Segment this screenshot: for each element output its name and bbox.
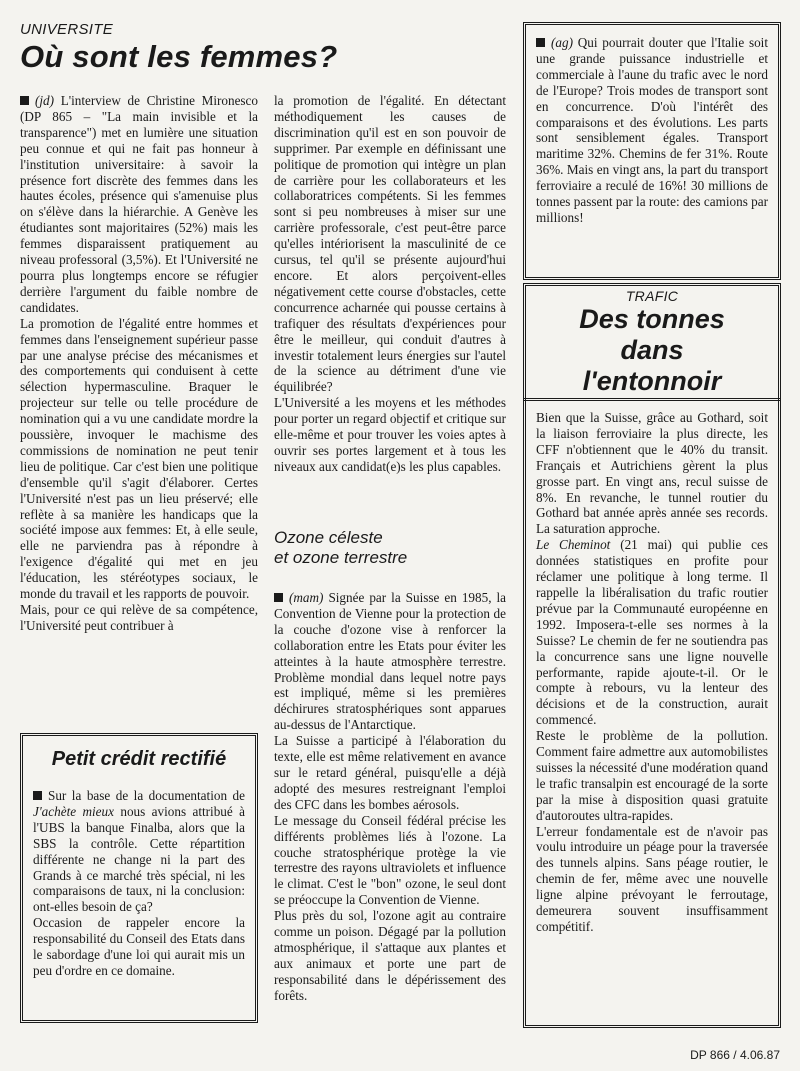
trafic-box bbox=[523, 283, 781, 1028]
paragraph-text: nous avions attribué à l'UBS la banque Finalba, alors que la SBS la contrôle. Cette répartition différente ne change ni la part des Grands à ce marché très spécial, ni les comparaisons de taux, ni la conclusion: ont-elles besoin de ça? bbox=[33, 803, 245, 915]
trafic-title-line: dans bbox=[620, 335, 684, 365]
trafic-title-line: l'entonnoir bbox=[582, 366, 722, 396]
article-paragraph: L'Université a les moyens et les méthodes pour porter un regard objectif et critique sur elle-même et pour trouver les voies aptes à ouvrir ses portes largement et à tous les niveaux aux candidat(e)s les plus capables. bbox=[274, 395, 506, 474]
paragraph-text: Sur la base de la documentation de bbox=[48, 788, 245, 803]
article-paragraph: Mais, pour ce qui relève de sa compétence, l'Université peut contribuer à bbox=[20, 602, 258, 633]
issue-footer: DP 866 / 4.06.87 bbox=[690, 1048, 780, 1062]
article-paragraph: La Suisse a participé à l'élaboration du texte, elle est même relativement en avance sur le retard général, puisqu'elle a déjà adopté des mesures restreignant l'emploi des CFC dans les bombes aérosols. bbox=[274, 733, 506, 812]
publication-name: J'achète mieux bbox=[33, 803, 114, 819]
ozone-title bbox=[274, 528, 407, 568]
trafic-body bbox=[536, 410, 768, 935]
article-paragraph: la promotion de l'égalité. En détectant méthodiquement les causes de discrimination qu'il est en son pouvoir de supprimer. Par exemple en définissant une politique de promotion qui intègre un plan de carrière pour les collaborateurs et les collaboratrices compétents. Si les femmes sont si peu nombreuses à miser sur une carrière professorale, c'est peut-être parce qu'elles intériorisent la masculinité de ce cursus, tel qu'il se présente aujourd'hui encore. Et alors perçoivent-elles négativement cette course d'obstacles, cette concurrence acharnée qui pousse certains à trafiquer des résultats d'expériences pour être le meilleur, qui conduit d'autres à investir totalement leurs énergies sur l'autel de la science au détriment d'une vie équilibrée? bbox=[274, 93, 506, 395]
author-initials: (mam) bbox=[289, 590, 324, 605]
credit-box-body bbox=[33, 788, 245, 979]
trafic-divider bbox=[524, 398, 780, 401]
trafic-title bbox=[526, 304, 778, 397]
credit-box-title: Petit crédit rectifié bbox=[51, 748, 227, 770]
author-initials: (jd) bbox=[35, 93, 55, 108]
paragraph-text: Qui pourrait douter que l'Italie soit une grande puissance industrielle et commerciale à l'aune du trafic avec le nord de l'Europe? Trois modes de transport sont en concurrence. D'où l'intérêt des comparaisons et des évolutions. Les parts sont sensiblement égales. Transport maritime 32%. Chemins de fer 31%. Route 36%. Mais en vingt ans, la part du transport ferroviaire a reculé de 16%! 30 millions de tonnes passent par la route: des camions par millions! bbox=[536, 35, 768, 225]
article-paragraph: Bien que la Suisse, grâce au Gothard, soit la liaison ferroviaire la plus directe, les CFF n'obtiennent que le 40% du transit. Français et Autrichiens gèrent la plus grosse part. En vingt ans, recul suisse de 8%. En revanche, le tunnel routier du Gothard bat année après année ses records. La saturation approche. bbox=[536, 410, 768, 537]
paragraph-text: L'interview de Christine Mironesco (DP 865 – "La main invisible et la transparence") met en lumière une situation peu connue et qui ne fait pas honneur à l'institution universitaire: à savoir la présence fort discrète des femmes dans les hautes écoles, présence qui s'amenuise plus on s'élève dans la hiérarchie. A Genève les étudiantes sont majoritaires (52%) mais les femmes disparaissent pratiquement au niveau professoral (3,5%). Et l'Université ne pourra plus longtemps encore se réfugier derrière l'argument du faible nombre de candidates. bbox=[20, 93, 259, 315]
article-paragraph bbox=[20, 93, 258, 316]
paragraph-text: Signée par la Suisse en 1985, la Convention de Vienne pour la protection de la couche d'ozone vise à renforcer la collaboration entre les Etats pour éviter les atteintes à la haute atmosphère terrestre. Problème mondial dans lequel notre pays est impliqué, même si les premières déchirures stratosphériques sont apparues au-dessus de l'Antarctique. bbox=[274, 590, 507, 733]
italy-paragraph bbox=[536, 35, 768, 226]
ozone-title-line: et ozone terrestre bbox=[274, 548, 408, 567]
credit-box bbox=[20, 733, 258, 1023]
italy-box-body bbox=[536, 35, 768, 226]
article-paragraph: L'erreur fondamentale est de n'avoir pas voulu introduire un péage pour la traversée des tunnels alpins. Sans péage routier, le chemin de fer, même avec une nouvelle ligne alpine prévoyant le ferroutage, demeurera souvent insuffisamment compétitif. bbox=[536, 823, 768, 934]
article-paragraph bbox=[274, 590, 506, 733]
bullet-icon bbox=[20, 96, 29, 105]
section-kicker: UNIVERSITE bbox=[20, 21, 114, 38]
credit-paragraph: Occasion de rappeler encore la responsabilité du Conseil des Etats dans le sabordage d'une loi qui aurait mis un peu d'ordre en ce domaine. bbox=[33, 915, 245, 978]
article-column-1 bbox=[20, 93, 258, 634]
article-title: Où sont les femmes? bbox=[20, 39, 338, 74]
paragraph-text: (21 mai) qui publie ces données statistiques en profite pour réclamer une politique à long terme. Il rappelle la libéralisation du trafic routier prévue par la Communauté européenne en 1992. Imposera-t-elle ses normes à la Suisse? Le chemin de fer ne soutiendra pas la concurrence sans une ligne nouvelle performante, rapide ajoute-t-il. Or le compte à rebours, vu la lenteur des décisions et de la construction, aurait commencé. bbox=[536, 537, 768, 728]
bullet-icon bbox=[33, 791, 42, 800]
credit-paragraph bbox=[33, 788, 245, 915]
article-paragraph bbox=[536, 537, 768, 728]
ozone-article bbox=[274, 590, 506, 1004]
author-initials: (ag) bbox=[551, 35, 573, 50]
italy-box bbox=[523, 22, 781, 280]
bullet-icon bbox=[274, 593, 283, 602]
article-paragraph: La promotion de l'égalité entre hommes et femmes dans l'enseignement supérieur passe par une analyse précise des mécanismes et des comportements qui conduisent à cette sélection hypermasculine. Braquer le projecteur sur telle ou telle procédure de nomination qui a vu une candidate mordre la poussière, invoquer le machisme des commissions de nomination ne peut tenir lieu de politique. Car c'est bien une politique d'ensemble qu'il s'agit d'élaborer. Certes l'Université n'est pas un lieu préservé; elle reflète à sa manière les handicaps que la société impose aux femmes: Et, à elle seule, elle ne parviendra pas à répondre à l'exigence d'égalité qui met en jeu l'éducation, les stéréotypes sociaux, le monde du travail et les rapports de pouvoir. bbox=[20, 315, 258, 602]
article-paragraph: Le message du Conseil fédéral précise les différents problèmes liés à l'ozone. La couche stratosphérique protège la vie terrestre des rayons ultraviolets et influence le climat. C'est le "bon" ozone, le seul dont se préoccupe la Convention de Vienne. bbox=[274, 812, 506, 908]
article-paragraph: Reste le problème de la pollution. Comment faire admettre aux automobilistes suisses la nécessité d'une modération quand le trafic transalpin est encouragé de la sorte par la mise à disposition quasi gratuite d'autoroutes ultra-rapides. bbox=[536, 728, 768, 823]
trafic-kicker: TRAFIC bbox=[625, 288, 679, 304]
ozone-title-line: Ozone céleste bbox=[274, 528, 383, 547]
article-paragraph: Plus près du sol, l'ozone agit au contraire comme un poison. Dégagé par la pollution atmosphérique, il s'attaque aux plantes et aux animaux et porte une part de responsabilité dans le dépérissement des forêts. bbox=[274, 908, 506, 1003]
publication-name: Le Cheminot bbox=[536, 537, 611, 553]
bullet-icon bbox=[536, 38, 545, 47]
article-column-2 bbox=[274, 93, 506, 475]
trafic-title-line: Des tonnes bbox=[579, 304, 725, 334]
